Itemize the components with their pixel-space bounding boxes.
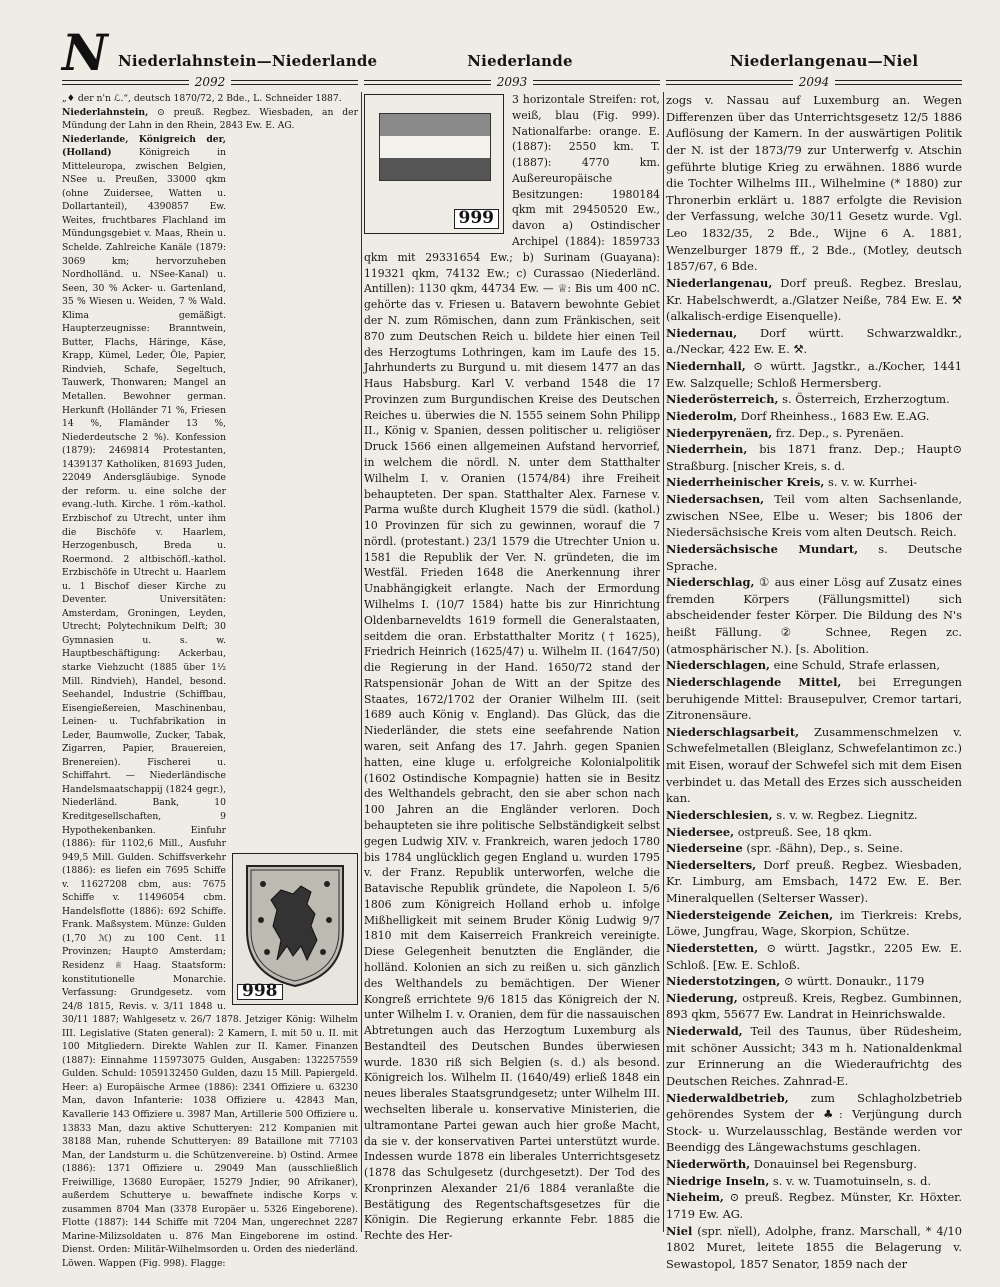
entry-headword: Niederrheinischer Kreis, bbox=[666, 475, 825, 490]
figure-number-998: 998 bbox=[237, 984, 283, 1000]
entry-text: Zusammenschmelzen v. Schwefelmetallen (Bleiglanz, Schwefelantimon zc.) mit Eisen, worauf der Schwefel sich mit dem Eisen verbindet u. das Metall des Erzes sich ausscheiden kan. bbox=[666, 724, 962, 806]
entry-niederrheinischer-kreis bbox=[666, 474, 962, 491]
entry-headword: Niederschlagsarbeit, bbox=[666, 724, 800, 739]
entry-niederselters bbox=[666, 857, 962, 907]
entry-niederwaldbetrieb bbox=[666, 1090, 962, 1157]
entry-headword: Niederstetten, bbox=[666, 940, 759, 955]
entry-niederschlag bbox=[666, 574, 962, 657]
entry-headword: Niederlande, Königreich der, (Holland) bbox=[62, 133, 226, 159]
entry-niederlande-end: zogs v. Nassau auf Luxemburg an. Wegen Differenzen über das Unterrichtsgesetz 12/5 1886 Auflösung der Kamern. In der auswärtigen Politik der N. ist der 1873/79 zur Unterwerfg v. Atschin geführte blutige Krieg zu erwähnen. 1886 wurde die Tochter Wilhelms III., Wilhelmine (* 1880) zur Thronerbin erklärt u. 1887 erfolgte die Revision der Verfassung, welche 30/11 Gesetz wurde. Vgl. Leo 1832/35, 2 Bde., Wijne 6 A. 1881, Wenzelburger 1879 ff., 2 Bde., (Motley, deutsch 1857/67, 6 Bde. bbox=[666, 93, 962, 274]
entry-niedersaechsische-mundart bbox=[666, 541, 962, 574]
entry-headword: Niedersee, bbox=[666, 824, 735, 839]
entry-niedersachsen bbox=[666, 491, 962, 541]
entry-niel bbox=[666, 1223, 962, 1273]
entry-niederoesterreich bbox=[666, 391, 962, 408]
entry-text: s. v. w. Regbez. Liegnitz. bbox=[772, 807, 918, 822]
entry-niederlande-continued: 3 horizontale Streifen: rot, weiß, blau (Fig. 999). Nationalfarbe: orange. E. (1887): 2550 km. T. (1887): 4770 km. Außereuropäische Besitzungen: 1980184 qkm mit 29450520 Ew., davon a) Ostindischer Archipel (1884): 1859733 qkm mit 29331654 Ew.; b) Surinam (Guayana): 119321 qkm, 74132 Ew.; c) Curassao (Niederländ. Antillen): 1130 qkm, 44734 Ew. — ♕: Bis um 400 nC. gehörte das v. Friesen u. Batavern bewohnte Gebiet der N. zum Römischen, dann zum Fränkischen, seit 870 zum Deutschen Reich u. bildete hier einen Teil des Herzogtums Lothringen, kam im Laufe des 15. Jahrhunderts zu Burgund u. mit diesem 1477 an das Haus Habsburg. Karl V. verband 1548 die 17 Provinzen zum Burgundischen Kreise des Deutschen Reiches u. überwies die N. 1555 seinem Sohn Philipp II., König v. Spanien, dessen politischer u. religiöser Druck 1566 einen allgemeinen Aufstand hervorrief, in welchem die nördl. N. unter dem Statthalter Wilhelm I. v. Oranien (1574/84) ihre Freiheit behaupteten. Der span. Statthalter Alex. Farnese v. Parma wußte durch Klugheit 1579 die südl. (kathol.) 10 Provinzen für sich zu gewinnen, worauf die 7 nördl. (protestant.) 23/1 1579 die Utrechter Union u. 1581 die Republik der Ver. N. gründeten, die im Westfäl. Frieden 1648 die Anerkennung ihrer Unabhängigkeit erlangte. Nach der Ermordung Wilhelms I. (10/7 1584) hatte bis zur Hinrichtung Oldenbarneveldts 1619 formell die Generalstaaten, seitdem die oran. Erbstatthalter Moritz († 1625), Friedrich Heinrich (1625/47) u. Wilhelm II. (1647/50) die Regierung in der Hand. 1650/72 stand der Ratspensionär Johan de Witt an der Spitze des Staates, 1672/1702 der Oranier Wilhelm III. (seit 1689 auch König v. England). Das Glück, das die Niederländer, die stets eine seefahrende Nation waren, seit Anfang des 17. Jahrh. gegen Spanien hatten, eine kluge u. erfolgreiche Kolonialpolitik (1602 Ostindische Kompagnie) hatten sie in Besitz des Welthandels gebracht, den sie aber schon nach 100 Jahren an die Engländer verloren. Doch behaupteten sie ihre politische Selbständigkeit selbst gegen Ludwig XIV. v. Frankreich, waren jedoch 1780 bis 1784 unglücklich gegen England u. wurden 1795 v. der Franz. Republik unterworfen, welche die Batavische Republik gründete, die Napoleon I. 5/6 1806 zum Königreich Holland erhob u. infolge Mißhelligkeit mit seinem Bruder König Ludwig 9/7 1810 mit dem Kaiserreich Frankreich vereinigte. Diese Gelegenheit benutzten die Engländer, die holländ. Kolonien an sich zu reißen u. sich gänzlich des Welthandels zu bemächtigen. Der Wiener Kongreß errichtete 9/6 1815 das Königreich der N. unter Wilhelm I. v. Oranien, dem für die nassauischen Abtretungen auch das Herzogtum Luxemburg als Bestandteil des Deutschen Bundes überwiesen wurde. 1830 riß sich Belgien (s. d.) als besond. Königreich los. Wilhelm II. (1640/49) erließ 1848 ein neues liberales Staatsgrundgesetz; unter Wilhelm III. wechselten liberale u. konservative Ministerien, die ultramontane Partei gewan auch hier große Macht, da sie v. der konservativen Partei unterstützt wurde. Indessen wurde 1878 ein liberales Unterrichtsgesetz (1878 das Schulgesetz (durchgesetzt). Der Tod des Kronprinzen Alexander 21/6 1884 veranlaßte die Bestätigung des Regentschaftsgesetzes für die Königin. Die Regierung erkannte Febr. 1885 die Rechte des Her- bbox=[364, 93, 660, 1243]
entry-headword: Niederlahnstein, bbox=[62, 106, 149, 118]
entry-text: ostpreuß. Kreis, Regbez. Gumbinnen, 893 qkm, 55677 Ew. Landrat in Heinrichswalde. bbox=[666, 990, 962, 1022]
rule bbox=[62, 80, 189, 85]
entry-text: Dorf Rheinhess., 1683 Ew. E.AG. bbox=[737, 408, 930, 423]
entry-text: ⊙ württ. Donaukr., 1179 bbox=[780, 974, 925, 989]
entry-niederwoerth bbox=[666, 1156, 962, 1173]
entry-headword: Niedernhall, bbox=[666, 359, 746, 373]
entry-text: (spr. nïell), Adolphe, franz. Marschall, * 4/10 1802 Muret, leitete 1855 die Belagerung v. Sewastopol, 1857 Senator, 1859 nach der bbox=[666, 1223, 962, 1271]
entry-niederstetten bbox=[666, 940, 962, 973]
entry-text: Donauinsel bei Regensburg. bbox=[750, 1157, 917, 1171]
rule bbox=[533, 80, 660, 85]
entry-headword: Niederung, bbox=[666, 990, 738, 1005]
entry-headword: Niederwaldbetrieb, bbox=[666, 1090, 789, 1105]
flag-stripe-blue bbox=[380, 158, 490, 180]
column-divider bbox=[663, 92, 664, 1232]
entry-niederrhein bbox=[666, 441, 962, 474]
entry-headword: Niederolm, bbox=[666, 408, 738, 423]
entry-text: ⊙ preuß. Regbez. Münster, Kr. Höxter. 1719 Ew. AG. bbox=[666, 1190, 962, 1221]
entry-text: Dorf preuß. Regbez. Breslau, Kr. Habelschwerdt, a./Glatzer Neiße, 784 Ew. E. ⚒ (alkalisch-erdige Eisenquelle). bbox=[666, 275, 962, 324]
rule bbox=[835, 80, 962, 85]
entry-text: ostpreuß. See, 18 qkm. bbox=[734, 824, 872, 839]
page-number-bar-center bbox=[364, 76, 660, 88]
entry-headword: Niedrige Inseln, bbox=[666, 1173, 770, 1188]
entry-text: ① aus einer Lösg auf Zusatz eines fremden Körpers (Fällungsmittel) sich abscheidender fester Körper. Die Bildung des N's heißt Fällung. ② Schnee, Regen zc. (atmosphärischer N.). [s. Abolition. bbox=[666, 575, 962, 656]
entry-niederlahnstein bbox=[62, 106, 358, 133]
rule bbox=[666, 80, 793, 85]
entry-text: eine Schuld, Strafe erlassen, bbox=[770, 658, 940, 673]
entry-niederschlagende-mittel bbox=[666, 674, 962, 724]
page-number-left: 2092 bbox=[194, 75, 226, 89]
figure-number-999: 999 bbox=[454, 209, 500, 229]
entry-text: Dorf preuß. Regbez. Wiesbaden, Kr. Limburg, am Emsbach, 1472 Ew. E. Ber. Mineralquellen (Selterser Wasser). bbox=[666, 857, 962, 905]
page-number-bar-left bbox=[62, 76, 358, 88]
entry-text: Teil vom alten Sachsenlande, zwischen NSee, Elbe u. Weser; bis 1806 der Niedersächsische Kreis vom alten Deutsch. Reich. bbox=[666, 492, 962, 540]
entry-text: s. v. w. Tuamotuinseln, s. d. bbox=[769, 1173, 932, 1188]
entry-text: ⊙ württ. Jagstkr., 2205 Ew. E. Schloß. [Ew. E. Schloß. bbox=[666, 940, 962, 972]
entry-headword: Niederschlesien, bbox=[666, 807, 773, 822]
entry-fragment: „♦ der n'n ℒ.“, deutsch 1870/72, 2 Bde., L. Schneider 1887. bbox=[62, 93, 342, 104]
flag-stripe-white bbox=[380, 136, 490, 158]
entry-headword: Niederschlag, bbox=[666, 575, 755, 590]
entry-niederwald bbox=[666, 1023, 962, 1090]
flag-stripe-red bbox=[380, 114, 490, 136]
column-left bbox=[62, 92, 358, 1271]
entry-text: bei Erregungen beruhigende Mittel: Brausepulver, Cremor tartari, Zitronensäure. bbox=[666, 674, 962, 723]
entry-headword: Nieheim, bbox=[666, 1190, 724, 1205]
section-letter: N bbox=[62, 23, 108, 82]
entry-niederschlagsarbeit bbox=[666, 724, 962, 807]
entry-niederseine bbox=[666, 840, 962, 857]
entry-headword: Niederstotzingen, bbox=[666, 974, 781, 989]
entry-headword: Niederösterreich, bbox=[666, 392, 779, 407]
rule bbox=[231, 80, 358, 85]
entry-text: s. v. w. Kurrhei- bbox=[824, 475, 918, 490]
entry-niederpyrenaeen bbox=[666, 425, 962, 442]
entry-headword: Niederschlagende Mittel, bbox=[666, 674, 842, 689]
entry-headword: Niedersteigende Zeichen, bbox=[666, 907, 834, 922]
entry-niederung bbox=[666, 990, 962, 1023]
entry-niedersee bbox=[666, 824, 962, 841]
entry-headword: Niederschlagen, bbox=[666, 658, 770, 673]
page-number-bar-right bbox=[666, 76, 962, 88]
entry-headword: Niederwald, bbox=[666, 1024, 743, 1038]
entry-niedernhall bbox=[666, 358, 962, 391]
rule bbox=[364, 80, 491, 85]
entry-text: s. Deutsche Sprache. bbox=[666, 541, 962, 573]
entry-text: frz. Dep., s. Pyrenäen. bbox=[772, 425, 904, 440]
entry-text: im Tierkreis: Krebs, Löwe, Jungfrau, Wage, Skorpion, Schütze. bbox=[666, 907, 962, 939]
entry-headword: Niedersachsen, bbox=[666, 492, 765, 506]
entry-niederschlesien bbox=[666, 807, 962, 824]
entry-text: Teil des Taunus, über Rüdesheim, mit schöner Aussicht; 343 m h. Nationaldenkmal zur Erinnerung an die Wiederaufrichtg des Deutschen Reiches. Zahnrad-E. bbox=[666, 1024, 962, 1088]
entry-nieheim bbox=[666, 1189, 962, 1222]
entry-text: ⊙ preuß. Regbez. Wiesbaden, an der Mündung der Lahn in den Rhein, 2843 Ew. E. AG. bbox=[62, 106, 358, 132]
entry-niedernau bbox=[666, 325, 962, 358]
flag-figure bbox=[364, 94, 504, 234]
entry-niederlande bbox=[62, 133, 358, 1271]
entry-text: Königreich in Mitteleuropa, zwischen Belgien, NSee u. Preußen, 33000 qkm (ohne Zuidersee, Watten u. Dollartanteil), 4390857 Ew. Weites, fruchtbares Flachland im Mündungsgebiet v. Maas, Rhein u. Schelde. Zahlreiche Kanäle (1879: 3069 km; hervorzuheben Nordholländ. u. NSee-Kanal) u. Seen, 30 % Acker- u. Gartenland, 35 % Wiesen u. Weiden, 7 % Wald. Klima gemäßigt. Haupterzeugnisse: Branntwein, Butter, Flachs, Häringe, Käse, Krapp, Kümel, Leder, Öle, Papier, Rindvieh, Schafe, Segeltuch, Tauwerk, Thonwaren; Mangel an Metallen. Bewohner german. Herkunft (Holländer 71 %, Friesen 14 %, Flamänder 13 %, Niederdeutsche 2 %). Konfession (1879): 2469814 Protestanten, 1439137 Katholiken, 81693 Juden, 22049 Andersgläubige. Synode der reform. u. eine solche der evang.-luth. Kirche. 1 röm.-kathol. Erzbischof zu Utrecht, unter ihm die Bischöfe v. Haarlem, Herzogenbusch, Breda u. Roermond. 2 altbischöfl.-kathol. Erzbischöfe in Utrecht u. Haarlem u. 1 Bischof dieser Kirche zu Deventer. Universitäten: Amsterdam, Groningen, Leyden, Utrecht; Polytechnikum Delft; 30 Gymnasien u. s. w. Hauptbeschäftigung: Ackerbau, starke Viehzucht (1885 über 1½ Mill. Rindvieh), Handel, besond. Seehandel, Industrie (Schiffbau, Eisengießereien, Maschinenbau, Leinen- u. Tuchfabrikation in Leder, Baumwolle, Zucker, Tabak, Zigarren, Papier, Brauereien, Brenereien). Fischerei u. Schiffahrt. — Niederländische Handelsmaatschappij (1824 gegr.), Niederländ. Bank, 10 Kreditgesellschaften, 9 Hypothekenbanken. Einfuhr (1886): für 1102,6 Mill., Ausfuhr 949,5 Mill. Gulden. Schiffsverkehr (1886): es liefen ein 7695 Schiffe v. 11627208 cbm, aus: 7675 Schiffe v. 11496054 cbm. Handelsflotte (1886): 692 Schiffe. Frank. Maßsystem. Münze: Gulden (1,70 ℳ) zu 100 Cent. 11 Provinzen; Haupt⊙ Amsterdam; Residenz ♕ Haag. Staatsform: konstitutionelle Monarchie. Verfassung: Grundgesetz. vom 24/8 1815, Revis. v. 3/11 1848 u. 30/11 1887; Wahlgesetz v. 26/7 1878. Jetziger König: Wilhelm III. Legislative (Staten general): 2 Kamern, I. mit 50 u. II. mit 100 Mitgliedern. Direkte Wahlen zur II. Kamer. Finanzen (1887): Einnahme 115973075 Gulden, Ausgaben: 132257559 Gulden. Schuld: 1059132450 Gulden, dazu 15 Mill. Papiergeld. Heer: a) Europäische Armee (1886): 2341 Offiziere u. 63230 Man, davon Infanterie: 1038 Offiziere u. 42843 Man, Kavallerie 143 Offiziere u. 3987 Man, Artillerie 500 Offiziere u. 13833 Man, dazu aktive Schutteryen: 212 Kompanien mit 38188 Man, ruhende Schutteryen: 89 Bataillone mit 77103 Man, der Landsturm u. die Schützenvereine. b) Ostind. Armee (1886): 1371 Offiziere u. 29049 Man (ausschließlich Freiwillige, 13680 Europäer, 15279 Jndier, 90 Afrikaner), außerdem Schutterye u. bewaffnete indische Korps v. zusammen 8704 Man (3378 Europäer u. 5326 Eingeborene). Flotte (1887): 144 Schiffe mit 7204 Man, ungerechnet 2287 Marine-Milizsoldaten u. 876 Man Eingeborene im ostind. Dienst. Orden: Militär-Wilhelmsorden u. Orden des niederländ. Löwen. Wappen (Fig. 998). Flagge: bbox=[62, 147, 358, 1270]
entry-headword: Niederrhein, bbox=[666, 442, 748, 457]
entry-text: bis 1871 franz. Dep.; Haupt⊙ Straßburg. [nischer Kreis, s. d. bbox=[666, 442, 962, 473]
entry-headword: Niederpyrenäen, bbox=[666, 425, 773, 440]
entry-headword: Niederwörth, bbox=[666, 1157, 751, 1171]
entry-text: zum Schlagholzbetrieb gehörendes System der ♣: Verjüngung durch Stock- u. Wurzelausschlag, Bestände werden vor Beendigg des Längewachstums geschlagen. bbox=[666, 1090, 962, 1155]
column-divider bbox=[361, 92, 362, 1232]
lion-shield-icon bbox=[241, 860, 349, 990]
page-number-center: 2093 bbox=[496, 75, 528, 89]
entry-niederstotzingen bbox=[666, 973, 962, 990]
entry-headword: Niederseine bbox=[666, 841, 743, 856]
entry-text: ⊙ württ. Jagstkr., a./Kocher, 1441 Ew. Salzquelle; Schloß Hermersberg. bbox=[666, 359, 962, 390]
entry-headword: Niederselters, bbox=[666, 857, 757, 872]
coat-of-arms-figure bbox=[232, 853, 358, 1005]
page-number-right: 2094 bbox=[798, 75, 830, 89]
column-right bbox=[666, 92, 962, 1272]
entry-text: s. Österreich, Erzherzogtum. bbox=[778, 392, 950, 407]
column-center bbox=[364, 92, 660, 1244]
netherlands-flag-icon bbox=[379, 113, 491, 181]
entry-niedersteigende-zeichen bbox=[666, 907, 962, 940]
running-head-center: Niederlande bbox=[467, 52, 573, 70]
entry-headword: Niedersächsische Mundart, bbox=[666, 541, 859, 556]
entry-text: Dorf württ. Schwarzwaldkr., a./Neckar, 422 Ew. E. ⚒. bbox=[666, 325, 962, 357]
running-head-right: Niederlangenau—Niel bbox=[730, 52, 919, 70]
entry-headword: Niederlangenau, bbox=[666, 275, 773, 290]
entry-headword: Niedernau, bbox=[666, 325, 738, 340]
entry-niederschlagen bbox=[666, 657, 962, 674]
entry-niedrige-inseln bbox=[666, 1173, 962, 1190]
entry-text: (spr. -ßähn), Dep., s. Seine. bbox=[742, 841, 903, 856]
running-head-left: Niederlahnstein—Niederlande bbox=[118, 52, 378, 70]
entry-niederolm bbox=[666, 408, 962, 425]
entry-niederlangenau bbox=[666, 275, 962, 325]
entry-headword: Niel bbox=[666, 1223, 693, 1238]
